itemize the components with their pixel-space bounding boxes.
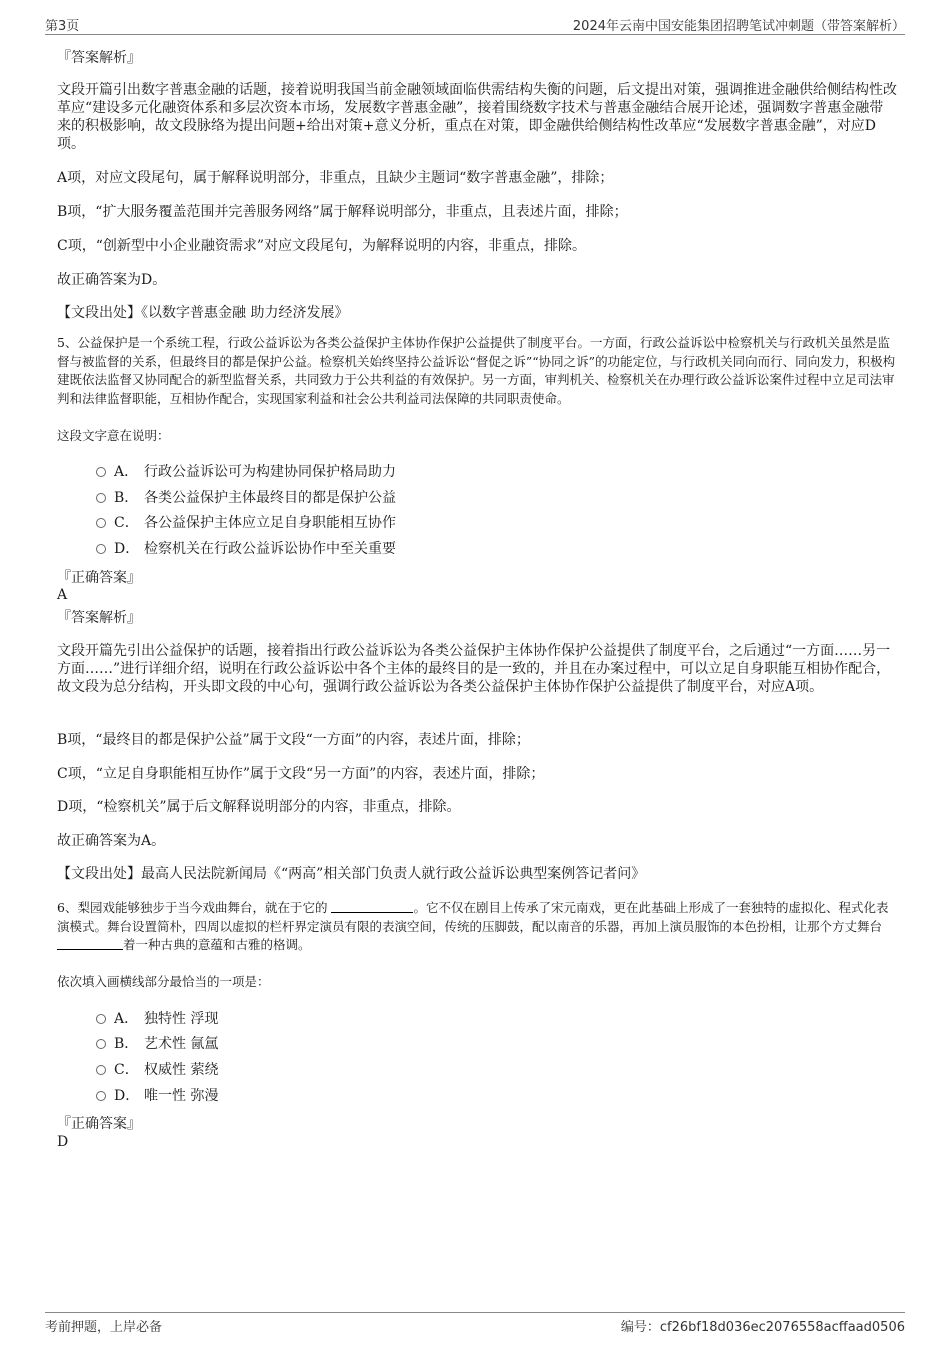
q6-answer-label: 『正确答案』 — [57, 1116, 141, 1132]
q5-option-a[interactable] — [96, 463, 396, 481]
q4-analysis: 文段开篇引出数字普惠金融的话题，接着说明我国当前金融领域面临供需结构失衡的问题，后文提出对策，强调推进金融供给侧结构性改革应“建设多元化融资体系和多层次资本市场，发展数字普惠金融”，接着围绕数字技术与普惠金融结合展开论述，强调数字普惠金融带来的积极影响，故文段脉络为提出问题+给出对策+意义分析，重点在对策，即金融供给侧结构性改革应“发展数字普惠金融”，对应D项。 — [57, 82, 897, 152]
option-text: 检察机关在行政公益诉讼协作中至关重要 — [144, 541, 396, 557]
option-key: C． — [114, 515, 139, 531]
option-text: 各类公益保护主体最终目的都是保护公益 — [144, 490, 396, 506]
option-key: A． — [114, 464, 139, 480]
radio-icon[interactable] — [96, 1039, 106, 1049]
fill-blank-2[interactable] — [57, 937, 123, 950]
q5-option-d-note: D项，“检察机关”属于后文解释说明部分的内容，非重点，排除。 — [57, 799, 461, 815]
document-title: 2024年云南中国安能集团招聘笔试冲刺题（带答案解析） — [572, 19, 905, 34]
q6-option-b[interactable] — [96, 1035, 218, 1053]
fill-blank-1[interactable] — [331, 900, 413, 913]
option-key: D． — [114, 541, 140, 557]
q4-option-b-note: B项，“扩大服务覆盖范围并完善服务网络”属于解释说明部分，非重点，且表述片面，排除； — [57, 204, 628, 220]
q4-option-a-note: A项，对应文段尾句，属于解释说明部分，非重点，且缺少主题词“数字普惠金融”，排除； — [57, 170, 614, 186]
radio-icon[interactable] — [96, 518, 106, 528]
radio-icon[interactable] — [96, 1065, 106, 1075]
q6-stem-part-3: 着一种古典的意蕴和古雅的格调。 — [123, 937, 311, 952]
option-text: 艺术性 氤氲 — [144, 1036, 219, 1052]
q6-stem-part-2: 。它不仅在剧目上传承了宋元南戏，更在此基础上形成了一套独特的虚拟化、程式化表演模式。舞台设置简朴，四周以虚拟的栏杆界定演员有限的表演空间，传统的压脚鼓，配以南音的乐器，再加上演员服饰的本色扮相，让那个方丈舞台 — [57, 900, 889, 934]
q5-analysis: 文段开篇先引出公益保护的话题，接着指出行政公益诉讼为各类公益保护主体协作保护公益提供了制度平台，之后通过“一方面……另一方面……”进行详细介绍，说明在行政公益诉讼中各个主体的最终目的是一致的，并且在办案过程中，可以立足自身职能互相协作配合，故文段为总分结构，开头即文段的中心句，强调行政公益诉讼为各类公益保护主体协作保护公益提供了制度平台，对应A项。 — [57, 643, 891, 695]
option-text: 权威性 萦绕 — [144, 1062, 219, 1078]
option-key: B． — [114, 490, 139, 506]
option-key: D． — [114, 1088, 140, 1104]
option-text: 行政公益诉讼可为构建协同保护格局助力 — [144, 464, 396, 480]
q4-conclusion: 故正确答案为D。 — [57, 272, 167, 288]
q6-option-a[interactable] — [96, 1010, 218, 1028]
q5-answer: A — [57, 587, 68, 603]
q6-stem — [57, 899, 897, 955]
q5-option-c[interactable] — [96, 514, 396, 532]
radio-icon[interactable] — [96, 467, 106, 477]
q4-option-c-note: C项，“创新型中小企业融资需求”对应文段尾句，为解释说明的内容，非重点，排除。 — [57, 238, 587, 254]
q5-analysis-label: 『答案解析』 — [57, 610, 141, 626]
q6-question: 依次填入画横线部分最恰当的一项是： — [57, 974, 270, 989]
radio-icon[interactable] — [96, 493, 106, 503]
q5-option-b[interactable] — [96, 489, 396, 507]
page-number: 第3页 — [45, 19, 80, 34]
q5-question: 这段文字意在说明： — [57, 428, 170, 443]
page-footer — [45, 1312, 905, 1337]
radio-icon[interactable] — [96, 1091, 106, 1101]
radio-icon[interactable] — [96, 544, 106, 554]
option-text: 独特性 浮现 — [144, 1011, 219, 1027]
q5-answer-label: 『正确答案』 — [57, 570, 141, 586]
q4-source: 【文段出处】《以数字普惠金融 助力经济发展》 — [57, 305, 349, 321]
q5-stem: 5、公益保护是一个系统工程，行政公益诉讼为各类公益保护主体协作保护公益提供了制度平台。一方面，行政公益诉讼中检察机关与行政机关虽然是监督与被监督的关系，但最终目的都是保护公益。检察机关始终坚持公益诉讼“督促之诉”“协同之诉”的功能定位，与行政机关同向而行、同向发力，积极构建既依法监督又协同配合的新型监督关系，共同致力于公共利益的有效保护。另一方面，审判机关、检察机关在办理行政公益诉讼案件过程中立足司法审判和法律监督职能，互相协作配合，实现国家利益和社会公共利益司法保障的共同职责使命。 — [57, 335, 896, 406]
q5-option-c-note: C项，“立足自身职能相互协作”属于文段“另一方面”的内容，表述片面，排除； — [57, 766, 545, 782]
option-key: C． — [114, 1062, 139, 1078]
option-text: 唯一性 弥漫 — [144, 1088, 219, 1104]
footer-slogan: 考前押题，上岸必备 — [45, 1320, 163, 1335]
option-key: A． — [114, 1011, 139, 1027]
page-header — [45, 12, 905, 35]
q6-option-c[interactable] — [96, 1061, 218, 1079]
radio-icon[interactable] — [96, 1014, 106, 1024]
q5-option-b-note: B项，“最终目的都是保护公益”属于文段“一方面”的内容，表述片面，排除； — [57, 732, 530, 748]
q5-option-d[interactable] — [96, 540, 396, 558]
q6-option-d[interactable] — [96, 1087, 218, 1105]
q6-stem-part-1: 6、梨园戏能够独步于当今戏曲舞台，就在于它的 — [57, 900, 328, 915]
q5-source: 【文段出处】最高人民法院新闻局《“两高”相关部门负责人就行政公益诉讼典型案例答记者问》 — [57, 866, 646, 882]
document-code: 编号：cf26bf18d036ec2076558acffaad0506 — [620, 1320, 905, 1335]
q5-conclusion: 故正确答案为A。 — [57, 833, 166, 849]
q4-analysis-label: 『答案解析』 — [57, 50, 141, 66]
option-text: 各公益保护主体应立足自身职能相互协作 — [144, 515, 396, 531]
q6-answer: D — [57, 1134, 69, 1150]
option-key: B． — [114, 1036, 139, 1052]
